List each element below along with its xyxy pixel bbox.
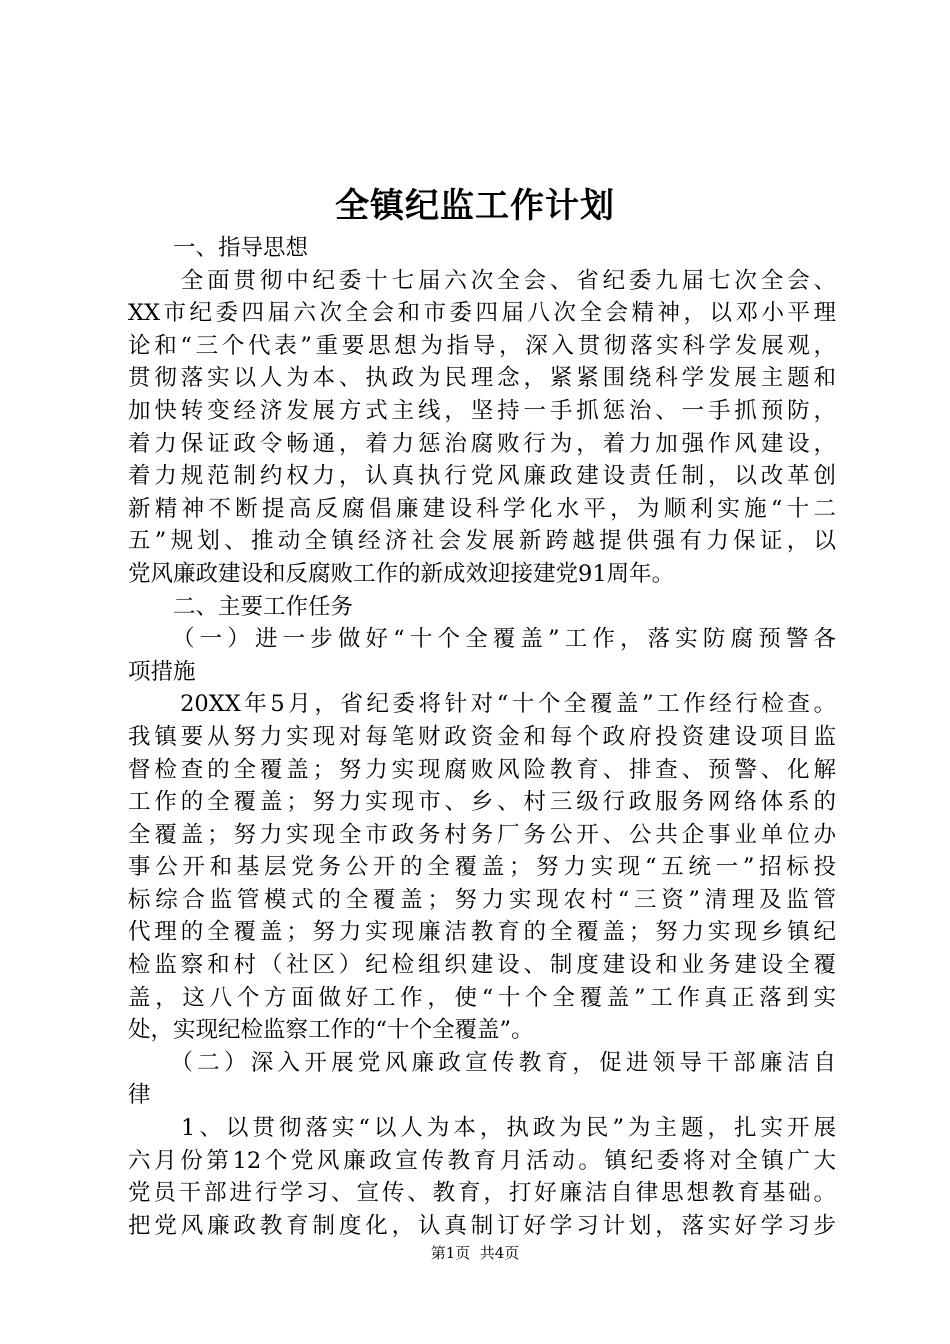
text-line: 着力规范制约权力，认真执行党风廉政建设责任制，以改革创 (128, 463, 836, 490)
text-line: 着力保证政令畅通，着力惩治腐败行为，着力加强作风建设， (128, 430, 836, 457)
text-line: 党员干部进行学习、宣传、教育，打好廉洁自律思想教育基础。 (128, 1180, 836, 1207)
text-line: 全覆盖；努力实现全市政务村务厂务公开、公共企事业单位办 (128, 821, 836, 848)
text-line: XX市纪委四届六次全会和市委四届八次全会精神，以邓小平理 (128, 300, 836, 327)
text-line: 事公开和基层党务公开的全覆盖；努力实现“五统一”招标投 (128, 854, 836, 881)
document-title: 全镇纪监工作计划 (335, 186, 615, 226)
text-line: 把党风廉政教育制度化，认真制订好学习计划，落实好学习步 (128, 1212, 836, 1239)
text-line: 20XX年5月，省纪委将针对“十个全覆盖”工作经行检查。 (128, 691, 836, 718)
text-line: 一、指导思想 (128, 235, 309, 261)
text-line: 贯彻落实以人为本、执政为民理念，紧紧围绕科学发展主题和 (128, 365, 836, 392)
text-line: 律 (128, 1082, 151, 1109)
text-line: 二、主要工作任务 (128, 593, 354, 620)
text-line: （二）深入开展党风廉政宣传教育，促进领导干部廉洁自 (128, 1049, 836, 1076)
text-line: 代理的全覆盖；努力实现廉洁教育的全覆盖；努力实现乡镇纪 (128, 919, 836, 946)
page-footer: 第1页 共4页 (430, 1244, 520, 1262)
text-line: 标综合监管模式的全覆盖；努力实现农村“三资”清理及监管 (128, 886, 836, 913)
text-line: 检监察和村（社区）纪检组织建设、制度建设和业务建设全覆 (128, 952, 836, 979)
text-line: 加快转变经济发展方式主线，坚持一手抓惩治、一手抓预防， (128, 397, 836, 424)
text-line: 盖，这八个方面做好工作，使“十个全覆盖”工作真正落到实 (128, 984, 836, 1011)
text-line: （一）进一步做好“十个全覆盖”工作，落实防腐预警各 (128, 626, 836, 653)
text-line: 五”规划、推动全镇经济社会发展新跨越提供强有力保证，以 (128, 528, 836, 555)
text-line: 论和“三个代表”重要思想为指导，深入贯彻落实科学发展观， (128, 332, 836, 359)
text-line: 工作的全覆盖；努力实现市、乡、村三级行政服务网络体系的 (128, 789, 836, 816)
text-line: 新精神不断提高反腐倡廉建设科学化水平，为顺利实施“十二 (128, 495, 836, 522)
text-line: 处，实现纪检监察工作的“十个全覆盖”。 (128, 1017, 534, 1044)
text-line: 六月份第12个党风廉政宣传教育月活动。镇纪委将对全镇广大 (128, 1147, 836, 1174)
text-line: 1、以贯彻落实“以人为本，执政为民”为主题，扎实开展 (128, 1115, 836, 1142)
text-line: 我镇要从努力实现对每笔财政资金和每个政府投资建设项目监 (128, 723, 836, 750)
text-line: 党风廉政建设和反腐败工作的新成效迎接建党91周年。 (128, 560, 675, 587)
document-body (128, 232, 836, 1242)
text-line: 项措施 (128, 658, 196, 685)
text-line: 全面贯彻中纪委十七届六次全会、省纪委九届七次全会、 (128, 267, 836, 294)
text-line: 督检查的全覆盖；努力实现腐败风险教育、排查、预警、化解 (128, 756, 836, 783)
